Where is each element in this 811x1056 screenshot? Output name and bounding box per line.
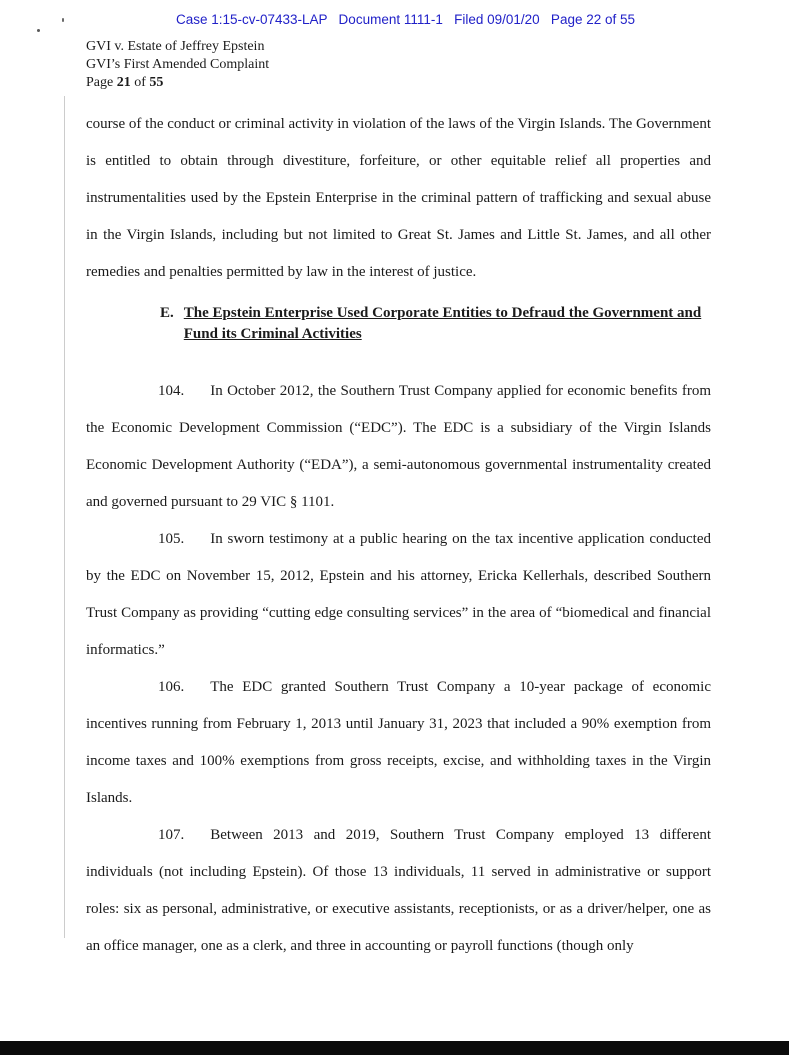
scan-bottom-black-bar [0, 1041, 789, 1055]
paragraph-number: 106. [158, 679, 185, 695]
paragraph-text: Between 2013 and 2019, Southern Trust Company employed 13 different individuals (not including Epstein). Of those 13 individuals, 11 served in administrative or support roles: six as personal, administrative, or executive assistants, receptionists, or as a driver/helper, one as an office manager, one as a clerk, and three in accounting or payroll functions (though only [86, 827, 711, 954]
section-heading-label: E. [160, 305, 174, 321]
case-caption-line: GVI v. Estate of Jeffrey Epstein [86, 39, 265, 54]
court-filing-stamp: Case 1:15-cv-07433-LAP Document 1111-1 Filed 09/01/20 Page 22 of 55 [175, 12, 636, 27]
paragraph-106 [86, 669, 711, 817]
paragraph-number: 107. [158, 827, 185, 843]
section-heading-text: The Epstein Enterprise Used Corporate Entities to Defraud the Government and Fund its Criminal Activities [183, 305, 702, 342]
body-text-block [86, 106, 711, 965]
paragraph-text: In October 2012, the Southern Trust Company applied for economic benefits from the Economic Development Commission (“EDC”). The EDC is a subsidiary of the Virgin Islands Economic Development Authority (“EDA”), a semi-autonomous governmental instrumentality created and governed pursuant to 29 VIC § 1101. [86, 383, 711, 510]
section-heading-e [160, 303, 711, 345]
continuation-paragraph: course of the conduct or criminal activity in violation of the laws of the Virgin Islands. The Government is entitled to obtain through divestiture, forfeiture, or other equitable relief all properties and instrumentalities used by the Epstein Enterprise in the criminal pattern of trafficking and sexual abuse in the Virgin Islands, including but not limited to Great St. James and Little St. James, and all other remedies and penalties permitted by law in the interest of justice. [86, 116, 711, 280]
paragraph-105 [86, 521, 711, 669]
complaint-title-line: GVI’s First Amended Complaint [86, 57, 270, 72]
paragraph-text: In sworn testimony at a public hearing on the tax incentive application conducted by the EDC on November 15, 2012, Epstein and his attorney, Ericka Kellerhals, described Southern Trust Company as providing “cutting edge consulting services” in the area of “biomedical and financial informatics.” [86, 531, 711, 658]
paragraph-107 [86, 817, 711, 965]
document-page-content [86, 38, 711, 965]
paragraph-number: 105. [158, 531, 185, 547]
paragraph-104 [86, 373, 711, 521]
scan-speck [37, 29, 40, 32]
page-label-prefix: Page [86, 75, 117, 90]
page-number: 21 [116, 75, 131, 90]
page-label-of: of [130, 75, 150, 90]
paragraph-text: The EDC granted Southern Trust Company a 10-year package of economic incentives running from February 1, 2013 until January 31, 2023 that included a 90% exemption from income taxes and 100% exemptions from gross receipts, excise, and withholding taxes in the Virgin Islands. [86, 679, 711, 806]
paragraph-number: 104. [158, 383, 185, 399]
scan-edge-artifact-line [64, 96, 65, 938]
page-number-line [86, 74, 711, 92]
page-total: 55 [149, 75, 164, 90]
